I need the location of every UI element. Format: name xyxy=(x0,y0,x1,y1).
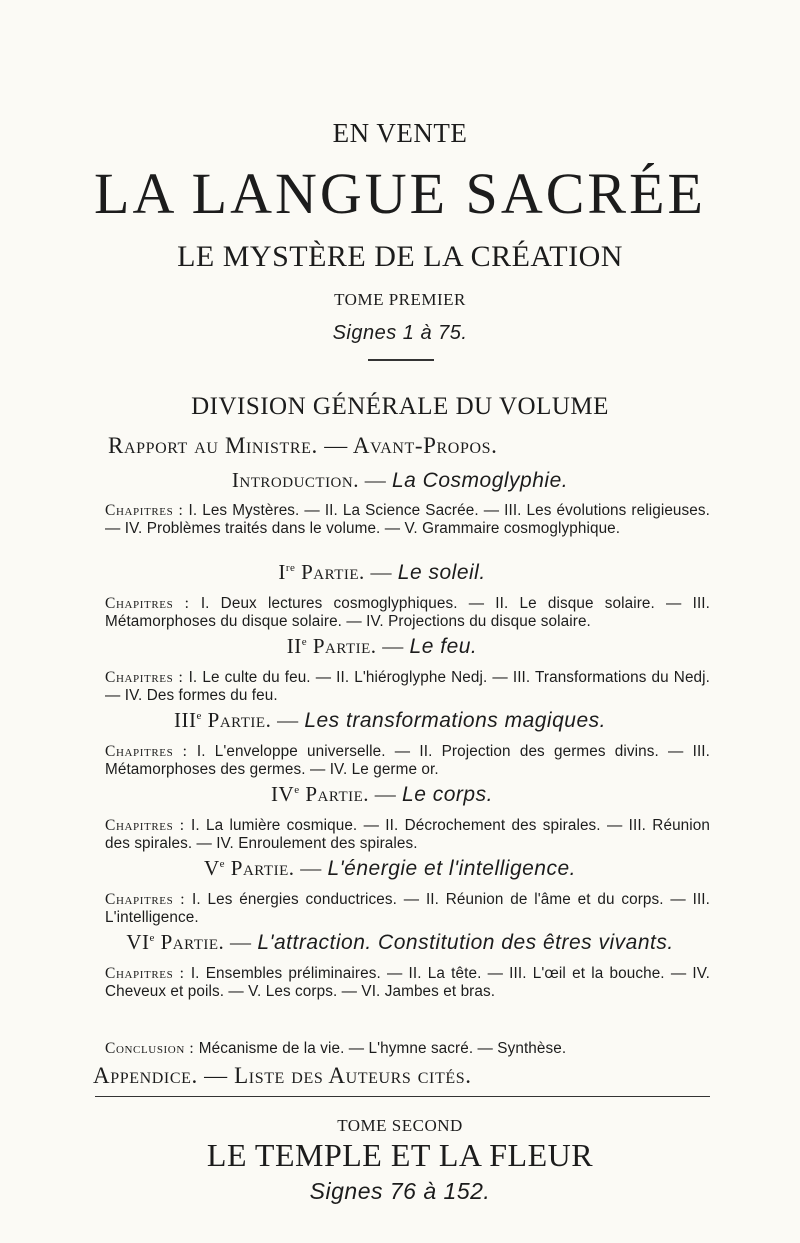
part-heading xyxy=(0,708,790,733)
chapters-text: I. Le culte du feu. — II. L'hiéroglyphe Nedj. — III. Transformations du Nedj. — IV. Des formes du feu. xyxy=(105,669,711,704)
chapters-lead: Chapitres : xyxy=(105,891,193,908)
chapters-text: I. Deux lectures cosmoglyphiques. — II. Le disque solaire. — III. Métamorphoses du disque solaire. — IV. Projections du disque solaire. xyxy=(105,595,711,630)
part-numeral: IV xyxy=(271,782,295,806)
en-vente-heading: EN VENTE xyxy=(332,118,468,148)
chapters-lead: Chapitres : xyxy=(105,595,201,612)
short-divider xyxy=(368,359,434,361)
tome-premier-label: TOME PREMIER xyxy=(334,290,466,309)
book-subtitle: LE MYSTÈRE DE LA CRÉATION xyxy=(177,240,623,273)
part-label: Partie. — xyxy=(201,708,305,732)
part-chapters xyxy=(105,743,710,779)
part-chapters xyxy=(105,669,710,705)
introduction-chapters xyxy=(105,502,710,538)
part-label: Partie. — xyxy=(154,930,258,954)
part-sup: e xyxy=(219,858,226,870)
part-label: Partie. — xyxy=(225,856,328,880)
part-numeral: VI xyxy=(126,930,150,954)
part-chapters xyxy=(105,595,710,631)
book-title: LA LANGUE SACRÉE xyxy=(94,161,706,226)
part-numeral: I xyxy=(278,560,286,584)
part-sup: e xyxy=(149,932,155,944)
part-sup: re xyxy=(285,562,296,574)
conclusion-body: Mécanisme de la vie. — L'hymne sacré. — Synthèse. xyxy=(198,1040,567,1057)
part-subject: L'énergie et l'intelligence. xyxy=(327,857,576,880)
part-numeral: III xyxy=(174,708,197,732)
chapters-text: I. Ensembles préliminaires. — II. La tête. — III. L'œil et la bouche. — IV. Cheveux et poils. — V. Les corps. — VI. Jambes et bras. xyxy=(105,965,711,1000)
chapters-lead: Chapitres : xyxy=(105,502,189,519)
part-chapters xyxy=(105,965,710,1001)
part-label: Partie. — xyxy=(307,634,410,658)
part-subject: Le soleil. xyxy=(397,561,486,584)
part-chapters xyxy=(105,817,710,853)
second-book-title: LE TEMPLE ET LA FLEUR xyxy=(206,1137,594,1173)
part-label: Partie. — xyxy=(299,782,403,806)
chapters-lead: Chapitres : xyxy=(105,965,191,982)
part-subject: Le feu. xyxy=(409,635,478,658)
part-sup: e xyxy=(294,784,300,796)
part-label: Partie. — xyxy=(295,560,398,584)
conclusion-lead: Conclusion : xyxy=(105,1040,199,1057)
part-heading xyxy=(0,856,790,881)
long-divider xyxy=(95,1096,710,1097)
part-subject: L'attraction. Constitution des êtres vivants. xyxy=(257,931,674,954)
part-heading xyxy=(0,560,782,585)
part-sup: e xyxy=(301,636,308,648)
chapters-lead: Chapitres : xyxy=(105,669,189,686)
signes-range-first: Signes 1 à 75. xyxy=(332,322,468,344)
part-subject: Les transformations magiques. xyxy=(304,709,606,732)
chapters-lead: Chapitres : xyxy=(105,817,192,834)
part-subject: Le corps. xyxy=(402,783,493,806)
part-chapters xyxy=(105,891,710,927)
chapters-text: I. Les énergies conductrices. — II. Réunion de l'âme et du corps. — III. L'intelligence. xyxy=(105,891,711,926)
chapters-lead: Chapitres : xyxy=(105,743,197,760)
introduction-heading xyxy=(0,468,800,493)
appendice-line: Appendice. — Liste des Auteurs cités. xyxy=(93,1063,472,1088)
part-numeral: V xyxy=(203,856,220,880)
chapters-text: I. Les Mystères. — II. La Science Sacrée. — III. Les évolutions religieuses. — IV. Problèmes traités dans le volume. — V. Grammaire cosmoglyphique. xyxy=(105,502,710,537)
division-title: DIVISION GÉNÉRALE DU VOLUME xyxy=(191,393,609,420)
part-heading xyxy=(0,930,800,955)
chapters-text: I. L'enveloppe universelle. — II. Projection des germes divins. — III. Métamorphoses des germes. — IV. Le germe or. xyxy=(105,743,711,778)
part-heading xyxy=(0,634,782,659)
chapters-text: I. La lumière cosmique. — II. Décrochement des spirales. — III. Réunion des spirales. — IV. Enroulement des spirales. xyxy=(105,817,710,852)
part-numeral: II xyxy=(286,634,302,658)
part-sup: e xyxy=(196,710,202,722)
introduction-subject: La Cosmoglyphie. xyxy=(391,469,569,492)
rapport-line: Rapport au Ministre. — Avant-Propos. xyxy=(108,433,498,458)
introduction-label: Introduction. — xyxy=(231,468,392,492)
part-heading xyxy=(0,782,782,807)
signes-range-second: Signes 76 à 152. xyxy=(309,1178,491,1204)
conclusion-text xyxy=(105,1040,710,1058)
tome-second-label: TOME SECOND xyxy=(337,1116,463,1135)
